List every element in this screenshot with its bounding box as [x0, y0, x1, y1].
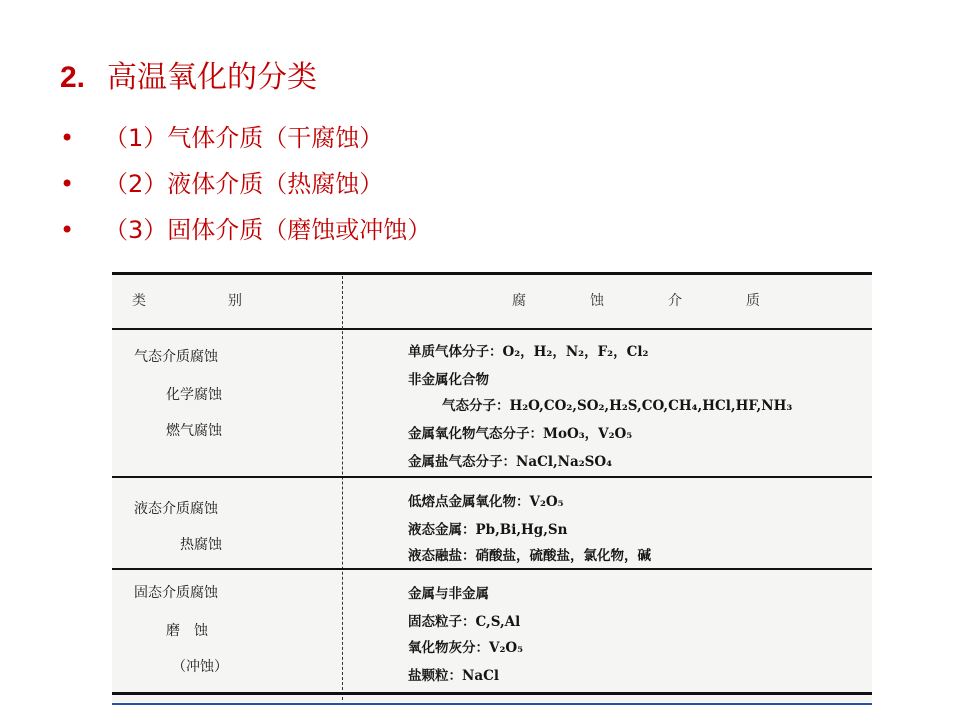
table-header-rule — [112, 328, 872, 330]
category-label: 气态介质腐蚀 — [134, 349, 218, 365]
bullet-dot-icon: • — [60, 170, 75, 198]
footer-divider — [112, 703, 872, 705]
category-label: 固态介质腐蚀 — [134, 585, 218, 601]
header-category: 类 别 — [132, 293, 242, 309]
bullet-dot-icon: • — [60, 124, 75, 152]
category-label: 磨 蚀 — [166, 623, 208, 639]
medium-line: 盐颗粒：NaCl — [408, 668, 499, 684]
medium-line: 单质气体分子：O₂，H₂，N₂，F₂，Cl₂ — [408, 344, 649, 360]
header-medium: 腐 蚀 介 质 — [512, 293, 760, 309]
bullet-item — [60, 164, 431, 210]
section-rule — [112, 568, 872, 570]
corrosion-media-table — [112, 272, 872, 702]
category-label: 化学腐蚀 — [166, 387, 222, 403]
medium-line: 气态分子：H₂O,CO₂,SO₂,H₂S,CO,CH₄,HCl,HF,NH₃ — [442, 398, 793, 414]
category-label: 热腐蚀 — [180, 537, 222, 553]
title-number: 2. — [60, 61, 86, 94]
medium-line: 非金属化合物 — [408, 372, 489, 388]
bullet-item — [60, 210, 431, 256]
bullet-item — [60, 118, 431, 164]
medium-line: 金属与非金属 — [408, 586, 489, 602]
bullet-dot-icon: • — [60, 216, 75, 244]
medium-line: 金属氧化物气态分子：MoO₃，V₂O₅ — [408, 426, 633, 442]
medium-line: 固态粒子：C,S,Al — [408, 614, 521, 630]
table-bottom-rule — [112, 692, 872, 695]
category-label: 液态介质腐蚀 — [134, 501, 218, 517]
bullet-text: （3）固体介质（磨蚀或冲蚀） — [104, 216, 432, 244]
table-column-divider — [342, 276, 344, 700]
bullet-text: （2）液体介质（热腐蚀） — [104, 170, 384, 198]
section-rule — [112, 476, 872, 478]
bullet-list — [60, 118, 431, 256]
medium-line: 氧化物灰分：V₂O₅ — [408, 640, 524, 656]
title-text: 高温氧化的分类 — [107, 60, 318, 95]
medium-line: 低熔点金属氧化物：V₂O₅ — [408, 494, 564, 510]
table-top-rule — [112, 272, 872, 275]
medium-line: 液态金属：Pb,Bi,Hg,Sn — [408, 522, 568, 538]
medium-line: 金属盐气态分子：NaCl,Na₂SO₄ — [408, 454, 613, 470]
category-label: 燃气腐蚀 — [166, 423, 222, 439]
category-label: （冲蚀） — [172, 659, 228, 675]
medium-line: 液态融盐：硝酸盐，硫酸盐，氯化物，碱 — [408, 548, 651, 564]
slide-title — [60, 52, 317, 96]
bullet-text: （1）气体介质（干腐蚀） — [104, 124, 384, 152]
